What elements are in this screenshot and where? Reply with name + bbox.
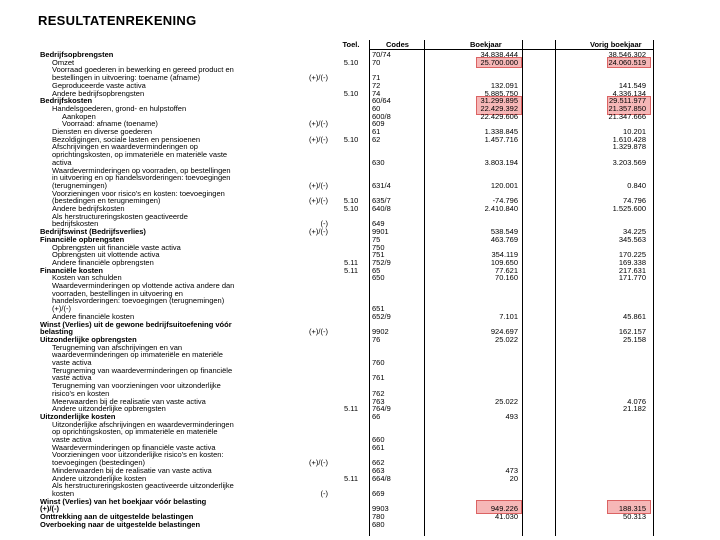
row-previous-value: 1.525.600 bbox=[612, 204, 646, 213]
row-code: 640/8 bbox=[372, 204, 391, 213]
row-previous-value: 21.357.850 bbox=[608, 103, 646, 113]
row-current-value: 25.022 bbox=[495, 334, 518, 344]
row-code: 74 bbox=[372, 88, 381, 98]
row-current-value: 7.101 bbox=[499, 311, 518, 321]
row-current-value: 354.119 bbox=[491, 250, 518, 260]
row-current-value: 949.226 bbox=[490, 504, 518, 514]
row-label: Bedrijfswinst (Bedrijfsverlies) bbox=[40, 228, 146, 237]
row-current-value: 41.030 bbox=[495, 512, 518, 521]
row-label: Andere bedrijfskosten bbox=[52, 205, 125, 213]
row-label: vaste activa bbox=[52, 359, 92, 367]
row-previous-value: 34.225 bbox=[623, 227, 646, 237]
row-code: 751 bbox=[372, 250, 385, 260]
row-current-value: 20 bbox=[509, 473, 518, 483]
row-label: Bedrijfskosten bbox=[40, 97, 93, 106]
row-code: 9902 bbox=[372, 327, 389, 337]
row-current-value: 22.429.606 bbox=[480, 111, 518, 121]
row-code: 663 bbox=[372, 465, 385, 475]
column-divider bbox=[653, 40, 654, 536]
row-code: 9901 bbox=[372, 227, 389, 237]
row-current-value: 3.803.194 bbox=[484, 157, 518, 167]
row-code: 600/8 bbox=[372, 111, 391, 121]
row-code: 763 bbox=[372, 396, 385, 406]
row-label: Als herstructureringskosten geactiveerde bbox=[52, 212, 188, 221]
row-label: handelsvorderingen: toevoegingen (terugnemingen) bbox=[52, 297, 225, 306]
row-previous-value: 74.796 bbox=[623, 196, 646, 206]
row-label: vaste activa bbox=[52, 374, 92, 383]
row-previous-value: 188.315 bbox=[618, 504, 646, 514]
row-previous-value: 50.313 bbox=[623, 512, 646, 521]
row-current-value: 77.621 bbox=[495, 265, 518, 275]
row-code: 65 bbox=[372, 265, 381, 275]
header-current-year: Boekjaar bbox=[470, 40, 502, 49]
column-divider bbox=[555, 40, 556, 536]
row-label: Waardeverminderingen op voorraden, op bestellingen bbox=[52, 166, 231, 175]
row-label: Waardeverminderingen op vlottende activa andere dan bbox=[52, 282, 235, 290]
row-sign: (+)/(-) bbox=[309, 227, 328, 237]
row-previous-value: 25.158 bbox=[623, 334, 646, 344]
row-code: 631/4 bbox=[372, 180, 391, 190]
row-previous-value: 217.631 bbox=[618, 265, 646, 275]
row-label: bestellingen in uitvoering: toename (afname) bbox=[52, 74, 201, 83]
row-code: 61 bbox=[372, 127, 381, 136]
row-label: Bedrijfsopbrengsten bbox=[40, 51, 114, 59]
row-previous-value: 45.861 bbox=[623, 311, 646, 321]
row-sign: (-) bbox=[320, 219, 328, 229]
row-code: 750 bbox=[372, 242, 385, 252]
row-previous-value: 169.338 bbox=[618, 257, 646, 267]
row-note: 5.10 bbox=[343, 88, 359, 98]
row-code: 70/74 bbox=[372, 50, 391, 59]
row-current-value: 5.885.750 bbox=[484, 88, 518, 98]
row-previous-value: 1.329.878 bbox=[612, 142, 646, 152]
row-code: 669 bbox=[372, 488, 385, 498]
row-note: 5.10 bbox=[343, 196, 359, 206]
row-current-value: 463.769 bbox=[490, 234, 518, 244]
row-label: bedrijfskosten bbox=[52, 220, 99, 229]
row-label: waardeverminderingen op immateriële en materiële bbox=[52, 351, 223, 360]
header-previous-year: Vorig boekjaar bbox=[590, 40, 642, 49]
row-code: 66 bbox=[372, 411, 381, 421]
row-previous-value: 345.563 bbox=[618, 234, 646, 244]
row-note: 5.11 bbox=[343, 473, 359, 483]
row-label: Kosten van schulden bbox=[52, 274, 122, 283]
row-label: Uitzonderlijke afschrijvingen en waardeverminderingen bbox=[52, 420, 234, 429]
row-code: 649 bbox=[372, 219, 385, 229]
row-code: 662 bbox=[372, 458, 385, 468]
row-label: (+)/(-) bbox=[40, 505, 59, 514]
row-code: 760 bbox=[372, 358, 385, 367]
row-label: Financiële opbrengsten bbox=[40, 235, 125, 244]
row-label: Omzet bbox=[52, 58, 75, 67]
row-code: 652/9 bbox=[372, 311, 391, 321]
row-sign: (+)/(-) bbox=[309, 458, 328, 468]
row-label: Geproduceerde vaste activa bbox=[52, 81, 146, 90]
row-code: 761 bbox=[372, 373, 385, 383]
row-label: Opbrengsten uit financiële vaste activa bbox=[52, 243, 181, 252]
row-sign: (+)/(-) bbox=[309, 73, 328, 83]
row-label: activa bbox=[52, 158, 72, 167]
row-code: 635/7 bbox=[372, 196, 391, 206]
row-code: 660 bbox=[372, 435, 385, 444]
row-note: 5.11 bbox=[343, 265, 359, 275]
header-codes: Codes bbox=[386, 40, 409, 49]
row-label: Terugneming van waardeverminderingen op financiële bbox=[52, 366, 233, 375]
row-label: Financiële kosten bbox=[40, 266, 103, 275]
row-label: Diensten en diverse goederen bbox=[52, 128, 153, 136]
row-code: 680 bbox=[372, 519, 385, 529]
row-current-value: 34.838.444 bbox=[480, 50, 518, 59]
row-label: risico's en kosten bbox=[52, 389, 110, 398]
row-code: 630 bbox=[372, 157, 385, 167]
row-current-value: 31.299.895 bbox=[480, 96, 518, 106]
row-previous-value: 4.336.134 bbox=[612, 88, 646, 98]
row-code: 752/9 bbox=[372, 257, 391, 267]
row-sign: (-) bbox=[320, 488, 328, 498]
row-current-value: 25.700.000 bbox=[480, 57, 518, 67]
column-divider bbox=[369, 40, 370, 536]
row-label: Overboeking naar de uitgestelde belastingen bbox=[40, 520, 201, 529]
row-label: Opbrengsten uit vlottende activa bbox=[52, 251, 160, 260]
row-sign: (+)/(-) bbox=[309, 327, 328, 337]
row-label: Voorraad: afname (toename) bbox=[62, 120, 158, 129]
row-code: 664/8 bbox=[372, 473, 391, 483]
row-current-value: 22.429.392 bbox=[480, 103, 518, 113]
row-label: (terugnemingen) bbox=[52, 181, 108, 190]
row-label: Minderwaarden bij de realisatie van vaste activa bbox=[52, 466, 212, 475]
row-code: 76 bbox=[372, 334, 381, 344]
row-current-value: 70.160 bbox=[495, 273, 518, 283]
row-label: Afschrijvingen en waardeverminderingen op bbox=[52, 143, 198, 152]
row-label: toevoegingen (bestedingen) bbox=[52, 459, 145, 468]
row-current-value: 25.022 bbox=[495, 396, 518, 406]
row-previous-value: 38.546.302 bbox=[608, 50, 646, 59]
row-label: oprichtingskosten, op immateriële en materiële vaste bbox=[52, 151, 228, 160]
row-sign: (+)/(-) bbox=[309, 134, 328, 144]
row-sign: (+)/(-) bbox=[309, 119, 328, 129]
row-code: 9903 bbox=[372, 504, 389, 514]
page-title: RESULTATENREKENING bbox=[38, 13, 197, 28]
row-note: 5.10 bbox=[343, 134, 359, 144]
row-current-value: 924.697 bbox=[490, 327, 518, 337]
row-note: 5.10 bbox=[343, 57, 359, 67]
row-label: (bestedingen en terugnemingen) bbox=[52, 197, 161, 206]
row-previous-value: 0.840 bbox=[627, 180, 646, 190]
row-code: 762 bbox=[372, 388, 385, 398]
row-code: 62 bbox=[372, 134, 381, 144]
row-current-value: 120.001 bbox=[490, 180, 518, 190]
row-note: 5.10 bbox=[343, 204, 359, 213]
row-current-value: 538.549 bbox=[490, 227, 518, 237]
row-previous-value: 24.060.519 bbox=[608, 57, 646, 67]
row-previous-value: 170.225 bbox=[618, 250, 646, 260]
row-label: vaste activa bbox=[52, 436, 92, 444]
row-label: Winst (Verlies) van het boekjaar vóór belasting bbox=[40, 497, 207, 506]
row-sign: (+)/(-) bbox=[309, 196, 328, 206]
row-label: voorraden, bestellingen in uitvoering en bbox=[52, 289, 183, 298]
row-label: Andere financiële kosten bbox=[52, 312, 135, 321]
row-previous-value: 10.201 bbox=[623, 127, 646, 136]
row-code: 650 bbox=[372, 273, 385, 283]
header-tol: Toel. bbox=[342, 40, 360, 49]
row-label: Voorzieningen voor risico's en kosten: toevoegingen bbox=[52, 189, 225, 198]
row-label: Bezoldigingen, sociale lasten en pensioenen bbox=[52, 135, 201, 144]
row-code: 60 bbox=[372, 103, 381, 113]
row-current-value: 1.457.716 bbox=[484, 134, 518, 144]
row-current-value: 132.091 bbox=[490, 80, 518, 90]
row-label: Als herstructureringskosten geactiveerde uitzonderlijke bbox=[52, 482, 234, 491]
column-divider bbox=[424, 40, 425, 536]
row-label: Andere uitzonderlijke kosten bbox=[52, 474, 147, 483]
column-divider bbox=[522, 40, 523, 536]
row-label: Voorzieningen voor uitzonderlijke risico's en kosten: bbox=[52, 451, 224, 460]
row-previous-value: 29.511.977 bbox=[609, 96, 646, 106]
row-sign: (+)/(-) bbox=[309, 180, 328, 190]
row-label: Uitzonderlijke kosten bbox=[40, 412, 116, 421]
row-previous-value: 21.182 bbox=[623, 404, 646, 414]
row-label: (+)/(-) bbox=[52, 305, 71, 314]
row-label: belasting bbox=[40, 328, 73, 337]
row-current-value: 1.338.845 bbox=[484, 127, 518, 136]
row-previous-value: 171.770 bbox=[618, 273, 646, 283]
row-code: 71 bbox=[372, 73, 381, 83]
row-label: Meerwaarden bij de realisatie van vaste activa bbox=[52, 397, 206, 406]
row-label: Handelsgoederen, grond- en hulpstoffen bbox=[52, 104, 187, 113]
row-label: Onttrekking aan de uitgestelde belastingen bbox=[40, 513, 194, 521]
row-code: 780 bbox=[372, 512, 385, 521]
row-previous-value: 4.076 bbox=[627, 396, 646, 406]
row-current-value: 493 bbox=[505, 411, 518, 421]
row-previous-value: 162.157 bbox=[618, 327, 646, 337]
row-previous-value: 21.347.666 bbox=[608, 111, 646, 121]
row-code: 60/64 bbox=[372, 96, 391, 106]
row-code: 609 bbox=[372, 119, 385, 129]
row-label: op oprichtingskosten, op immateriële en materiële bbox=[52, 428, 218, 437]
row-current-value: -74.796 bbox=[492, 196, 518, 206]
row-note: 5.11 bbox=[343, 404, 359, 414]
row-code: 75 bbox=[372, 234, 381, 244]
row-label: Aankopen bbox=[62, 112, 96, 121]
row-label: Voorraad goederen in bewerking en gereed product en bbox=[52, 66, 234, 75]
row-code: 764/9 bbox=[372, 404, 391, 414]
row-code: 651 bbox=[372, 304, 385, 314]
row-code: 72 bbox=[372, 80, 381, 90]
row-current-value: 473 bbox=[505, 465, 518, 475]
row-note: 5.11 bbox=[343, 257, 359, 267]
row-current-value: 2.410.840 bbox=[484, 204, 518, 213]
row-label: Winst (Verlies) uit de gewone bedrijfsuitoefening vóór bbox=[40, 320, 232, 329]
row-label: kosten bbox=[52, 489, 75, 498]
row-label: Andere uitzonderlijke opbrengsten bbox=[52, 405, 166, 414]
row-label: Uitzonderlijke opbrengsten bbox=[40, 335, 137, 344]
row-previous-value: 3.203.569 bbox=[612, 157, 646, 167]
row-code: 70 bbox=[372, 57, 381, 67]
row-label: Terugneming van voorzieningen voor uitzonderlijke bbox=[52, 382, 221, 391]
row-label: Terugneming van afschrijvingen en van bbox=[52, 343, 183, 352]
row-label: in uitvoering en op handelsvorderingen: toevoegingen bbox=[52, 174, 231, 183]
row-previous-value: 1.610.428 bbox=[612, 134, 646, 144]
row-label: Waardeverminderingen op financiële vaste activa bbox=[52, 443, 216, 452]
row-code: 661 bbox=[372, 442, 385, 452]
row-label: Andere financiële opbrengsten bbox=[52, 258, 154, 267]
row-label: Andere bedrijfsopbrengsten bbox=[52, 89, 145, 98]
row-current-value: 109.650 bbox=[490, 257, 518, 267]
row-previous-value: 141.549 bbox=[618, 80, 646, 90]
